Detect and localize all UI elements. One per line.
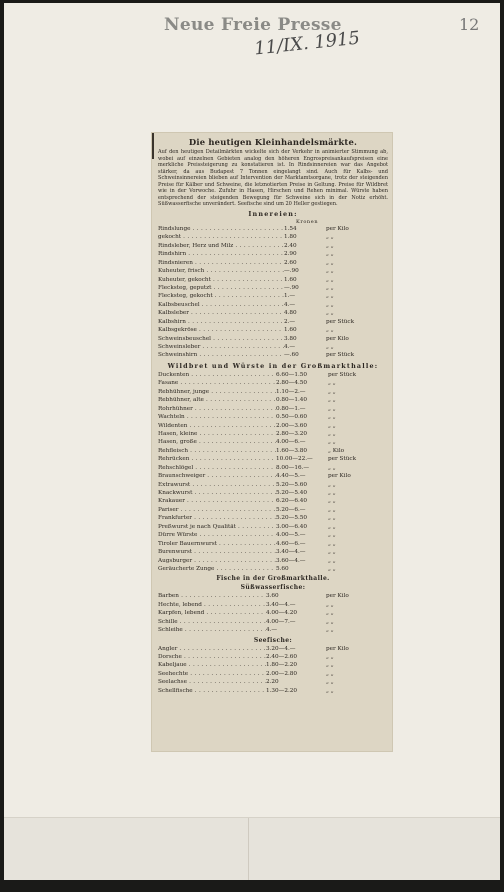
item-name: Schweinsbeuschel . . . (158, 335, 284, 343)
item-name: Seehechte . . . (158, 670, 266, 678)
clipping-edge-mark (152, 133, 154, 159)
item-unit: „ „ (328, 388, 336, 395)
price-row (158, 481, 388, 489)
item-unit: „ „ (326, 276, 334, 283)
page-number: 12 (459, 15, 480, 34)
item-price: 5.60 (276, 565, 289, 572)
item-price: 2.— (284, 318, 296, 325)
item-name: Dürre Würste . . . (158, 531, 276, 539)
price-row (158, 565, 388, 573)
item-price: 1.80 (284, 234, 297, 241)
item-name: Flecksteg, gekocht . . . (158, 292, 284, 300)
item-name: Kalbsgekröse . . . (158, 326, 284, 334)
item-price: 2.90 (284, 251, 297, 258)
price-row (158, 653, 388, 661)
item-name: Rebhühner, junge . . . (158, 388, 276, 396)
item-price: 0.80—1.40 (276, 397, 308, 404)
item-name: Hasen, kleine . . . (158, 430, 276, 438)
item-unit: „ „ (326, 627, 334, 634)
item-unit: „ „ (326, 234, 334, 241)
item-name: Burenwurst . . . (158, 548, 276, 556)
price-row (158, 233, 388, 241)
item-unit: per Stück (326, 318, 355, 325)
item-unit: „ „ (328, 405, 336, 412)
item-unit: „ „ (328, 557, 336, 564)
item-price: 4.80 (284, 310, 297, 317)
item-name: Braunschweiger . . . (158, 472, 276, 480)
item-price: —.90 (284, 284, 299, 291)
item-price: 6.20—6.40 (276, 498, 308, 505)
item-price: 4.00—5.— (276, 532, 306, 539)
archive-page (4, 3, 500, 879)
item-name: Extrawurst . . . (158, 481, 276, 489)
section-seefische-title: Seefische: (253, 636, 293, 644)
item-price: 1.10—2.— (276, 388, 306, 395)
price-row (158, 557, 388, 565)
item-name: Flecksteg, geputzt . . . (158, 284, 284, 292)
item-price: 2.20 (266, 679, 279, 686)
article-intro: Auf den heutigen Detailmärkten wickelte sich der Verkehr in animierter Stimmung ab, wobei auf einzelnen Gebieten analog den höheren Engrospreisankaufspreisen eine merkliche Preissteigerung zu konstatieren ist. In Rindsinnereien war das Angebot stärker, da aus Budapest 7 Tonnen eingelangt sind. Auch für Kalbs- und Schweinsinnereien blieben auf Intervention der Marktamtsorgane, trotz der steigenden Preise für Kälber und Schweine, die letznotierten Preise in Geltung. Preise für Wildbret wie in der Vorwoche. Zufuhr in Hasen, Hirschen und Rehen minimal. Würste haben entsprechend der steigenden Bewegung für Schweine sich in der Notiz erhöht. Süßwasserfische unverändert. Seefische sind um 20 Heller gestiegen. (158, 149, 388, 208)
price-row (158, 548, 388, 556)
item-price: 1.30—2.20 (266, 687, 298, 694)
price-row (158, 335, 388, 343)
handwritten-date: 11/IX. 1915 (253, 27, 361, 60)
price-row (158, 592, 388, 600)
price-row (158, 489, 388, 497)
item-price: 3.40—4.— (276, 549, 306, 556)
seefische-list (158, 645, 388, 696)
fold-crease (248, 818, 249, 880)
item-unit: per Stück (328, 456, 357, 463)
item-unit: per Kilo (326, 645, 349, 652)
item-unit: per Stück (326, 352, 355, 359)
price-row (158, 292, 388, 300)
item-price: 4.— (284, 301, 296, 308)
item-price: 2.80—3.20 (276, 430, 308, 437)
item-unit: per Kilo (326, 593, 349, 600)
item-name: Schleihe . . . (158, 626, 266, 634)
price-row (158, 276, 388, 284)
item-name: gekocht . . . (158, 233, 284, 241)
price-row (158, 301, 388, 309)
item-unit: „ „ (328, 414, 336, 421)
item-name: Barben . . . (158, 592, 266, 600)
item-price: 2.40 (284, 242, 297, 249)
price-row (158, 413, 388, 421)
item-unit: „ „ (326, 301, 334, 308)
item-name: Rohrhühner . . . (158, 405, 276, 413)
price-row (158, 514, 388, 522)
item-price: 2.40—2.60 (266, 654, 298, 661)
newspaper-clipping (152, 133, 392, 751)
item-price: 5.20—5.40 (276, 490, 308, 497)
item-price: 10.00—22.— (276, 456, 313, 463)
item-unit: „ „ (328, 422, 336, 429)
item-unit: „ „ (326, 610, 334, 617)
item-price: —.90 (284, 268, 299, 275)
item-name: Seelachse . . . (158, 678, 266, 686)
item-price: 3.60 (266, 593, 279, 600)
item-unit: per Kilo (328, 473, 351, 480)
item-price: 3.20—4.— (266, 645, 296, 652)
price-row (158, 464, 388, 472)
item-unit: „ „ (328, 523, 336, 530)
item-price: 0.80—1.— (276, 405, 306, 412)
price-row (158, 225, 388, 233)
price-row (158, 405, 388, 413)
item-unit: „ „ (326, 268, 334, 275)
item-name: Fasane . . . (158, 379, 276, 387)
item-name: Duckenten . . . (158, 371, 276, 379)
item-name: Dorsche . . . (158, 653, 266, 661)
item-price: 2.00—2.80 (266, 670, 298, 677)
item-unit: „ „ (326, 284, 334, 291)
price-row (158, 379, 388, 387)
item-name: Kalbsleber . . . (158, 309, 284, 317)
item-unit: „ „ (326, 654, 334, 661)
item-price: 3.60—4.— (276, 557, 306, 564)
innereien-list (158, 225, 388, 360)
item-unit: „ „ (326, 618, 334, 625)
price-row (158, 351, 388, 359)
price-row (158, 455, 388, 463)
item-name: Kalbsbeuschel . . . (158, 301, 284, 309)
item-unit: per Kilo (326, 225, 349, 232)
item-unit: „ „ (326, 679, 334, 686)
price-row (158, 438, 388, 446)
price-row (158, 309, 388, 317)
price-row (158, 626, 388, 634)
suesswasser-list (158, 592, 388, 634)
item-name: Geräucherte Zunge . . . (158, 565, 276, 573)
item-name: Rindslunge . . . (158, 225, 284, 233)
price-row (158, 540, 388, 548)
price-row (158, 396, 388, 404)
item-price: 2.80—4.50 (276, 380, 308, 387)
page-fold (4, 817, 500, 880)
item-name: Rehschlögel . . . (158, 464, 276, 472)
item-name: Preßwurst je nach Qualität . . . (158, 523, 276, 531)
item-unit: „ „ (328, 549, 336, 556)
item-price: 2.60 (284, 259, 297, 266)
price-row (158, 523, 388, 531)
item-name: Wachteln . . . (158, 413, 276, 421)
item-price: 4.— (284, 344, 296, 351)
item-name: Rindsleber, Herz und Milz . . . (158, 242, 284, 250)
item-unit: „ „ (326, 310, 334, 317)
price-row (158, 388, 388, 396)
item-name: Krakauer . . . (158, 497, 276, 505)
item-name: Kalbshirn . . . (158, 318, 284, 326)
item-price: 5.20—5.50 (276, 515, 308, 522)
price-row (158, 250, 388, 258)
price-row (158, 318, 388, 326)
currency-header: Kronen (296, 218, 319, 225)
item-price: 5.20—5.60 (276, 481, 308, 488)
item-unit: „ „ (326, 687, 334, 694)
item-unit: „ „ (328, 430, 336, 437)
item-price: 3.80 (284, 335, 297, 342)
item-price: 1.60 (284, 276, 297, 283)
item-unit: „ „ (326, 293, 334, 300)
item-price: 1.54 (284, 225, 297, 232)
price-row (158, 531, 388, 539)
item-price: 0.50—0.60 (276, 414, 308, 421)
item-price: 4.60—6.— (276, 540, 306, 547)
item-name: Wildenten . . . (158, 422, 276, 430)
item-unit: per Stück (328, 371, 357, 378)
item-name: Rindsnieren . . . (158, 259, 284, 267)
item-price: 4.— (266, 627, 278, 634)
item-unit: „ „ (328, 540, 336, 547)
item-unit: „ „ (326, 344, 334, 351)
item-price: 1.80—2.20 (266, 662, 298, 669)
item-name: Rehfleisch . . . (158, 447, 276, 455)
item-name: Hechte, lebend . . . (158, 601, 266, 609)
item-name: Tiroler Bauernwurst . . . (158, 540, 276, 548)
item-price: 4.40—5.— (276, 473, 306, 480)
item-name: Kuheuter, frisch . . . (158, 267, 284, 275)
item-price: 1.60—3.80 (276, 447, 308, 454)
item-unit: „ „ (328, 490, 336, 497)
item-price: 4.00—6.— (276, 439, 306, 446)
price-row (158, 447, 388, 455)
item-name: Pariser . . . (158, 506, 276, 514)
item-unit: „ „ (328, 380, 336, 387)
section-wildbret-title: Wildbret und Würste in der Großmarkthalle: (167, 361, 379, 370)
item-name: Knackwurst . . . (158, 489, 276, 497)
price-row (158, 601, 388, 609)
price-row (158, 242, 388, 250)
item-name: Kuheuter, gekocht . . . (158, 276, 284, 284)
item-name: Schweinsleber . . . (158, 343, 284, 351)
price-row (158, 506, 388, 514)
price-row (158, 371, 388, 379)
item-price: 8.00—16.— (276, 464, 310, 471)
item-unit: „ „ (328, 498, 336, 505)
section-fische-title: Fische in der Großmarkthalle. (216, 575, 330, 583)
price-row (158, 259, 388, 267)
item-name: Schweinshirn . . . (158, 351, 284, 359)
item-price: 3.00—6.40 (276, 523, 308, 530)
price-row (158, 430, 388, 438)
item-price: 5.20—6.— (276, 506, 306, 513)
price-row (158, 422, 388, 430)
price-row (158, 687, 388, 695)
item-unit: „ Kilo (328, 447, 345, 454)
price-row (158, 343, 388, 351)
item-price: 4.00—4.20 (266, 610, 298, 617)
section-suesswasser-title: Süßwasserfische: (240, 584, 306, 592)
item-price: 1.60 (284, 327, 297, 334)
item-unit: „ „ (326, 601, 334, 608)
article-title: Die heutigen Kleinhandelsmärkte. (188, 137, 358, 147)
price-row (158, 661, 388, 669)
item-unit: „ „ (328, 532, 336, 539)
item-name: Hasen, große . . . (158, 438, 276, 446)
item-unit: „ „ (328, 464, 336, 471)
price-row (158, 609, 388, 617)
item-name: Augsburger . . . (158, 557, 276, 565)
item-name: Kabeljaue . . . (158, 661, 266, 669)
item-unit: „ „ (326, 242, 334, 249)
price-row (158, 326, 388, 334)
item-price: —.60 (284, 352, 299, 359)
item-price: 6.60—1.50 (276, 371, 308, 378)
item-name: Rindshirn . . . (158, 250, 284, 258)
item-unit: „ „ (328, 439, 336, 446)
item-unit: „ „ (326, 662, 334, 669)
item-unit: „ „ (328, 515, 336, 522)
price-row (158, 645, 388, 653)
item-unit: „ „ (326, 327, 334, 334)
item-unit: „ „ (328, 565, 336, 572)
price-row (158, 267, 388, 275)
item-name: Angler . . . (158, 645, 266, 653)
item-name: Karpfen, lebend . . . (158, 609, 266, 617)
item-unit: „ „ (328, 506, 336, 513)
price-row (158, 497, 388, 505)
item-name: Schellfische . . . (158, 687, 266, 695)
item-name: Rebhühner, alte . . . (158, 396, 276, 404)
item-unit: „ „ (326, 251, 334, 258)
price-row (158, 670, 388, 678)
item-unit: „ „ (326, 670, 334, 677)
item-price: 3.40—4.— (266, 601, 296, 608)
item-price: 2.00—3.60 (276, 422, 308, 429)
price-row (158, 618, 388, 626)
wildbret-list (158, 371, 388, 574)
price-row (158, 284, 388, 292)
section-innereien-title: Innereien: (248, 209, 298, 218)
price-row (158, 678, 388, 686)
item-unit: „ „ (326, 259, 334, 266)
item-unit: per Kilo (326, 335, 349, 342)
item-name: Rehrücken . . . (158, 455, 276, 463)
item-unit: „ „ (328, 397, 336, 404)
item-name: Frankfurter . . . (158, 514, 276, 522)
price-row (158, 472, 388, 480)
item-name: Schille . . . (158, 618, 266, 626)
item-price: 4.00—7.— (266, 618, 296, 625)
newspaper-name: Neue Freie Presse (164, 15, 342, 35)
item-price: 1.— (284, 293, 296, 300)
item-unit: „ „ (328, 481, 336, 488)
